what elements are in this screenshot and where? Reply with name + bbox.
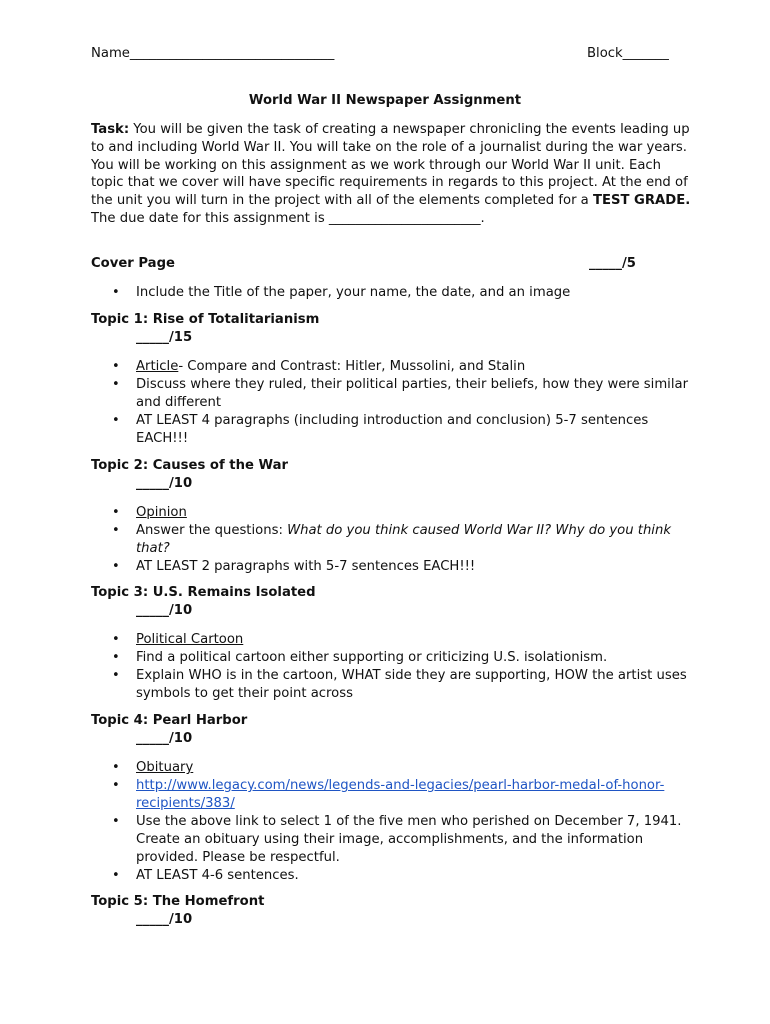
topic1-list [91,358,691,448]
bullet-icon: • [112,650,120,665]
list-item [91,558,691,576]
bullet-icon: • [112,760,120,775]
list-item [91,504,691,522]
block-field-line: Block_______ [587,46,669,61]
topic1-heading: Topic 1: Rise of Totalitarianism [91,312,320,327]
topic4-obituary-label: Obituary [136,760,194,775]
task-text-2: The due date for this assignment is _______________________. [91,210,485,226]
bullet-icon: • [112,559,120,574]
legacy-link[interactable]: http://www.legacy.com/news/legends-and-legacies/pearl-harbor-medal-of-honor-recipients/383/ [136,778,665,811]
topic2-questions: What do you think caused World War II? Why do you think that? [136,523,671,556]
bullet-icon: • [112,523,120,538]
list-item [91,522,691,558]
topic4-item-3: Use the above link to select 1 of the five men who perished on December 7, 1941. Create an obituary using their image, accomplishments, and the information provided. Please be respectful. [136,814,682,865]
task-test-grade: TEST GRADE. [592,193,691,209]
topic3-score: _____/10 [136,603,193,618]
task-label: Task: [91,122,130,137]
topic1-item-2: Discuss where they ruled, their political parties, their beliefs, how they were similar and different [136,377,688,410]
list-item [91,631,691,649]
list-item [91,412,691,448]
cover-page-list [91,284,691,302]
task-paragraph [91,121,691,228]
task-text-1: You will be given the task of creating a newspaper chronicling the events leading up to and including World War II. You will take on the role of a journalist during the war years. You will be working on this assignment as we work through our World War II unit. Each topic that we cover will have specific requirements in regards to this project. At the end of the unit you will turn in the project with all of the elements completed for a [91,122,690,209]
name-field-line: Name_______________________________ [91,46,335,61]
list-item [91,777,691,813]
cover-item-text: Include the Title of the paper, your name, the date, and an image [136,285,571,300]
topic2-opinion-label: Opinion [136,505,187,520]
bullet-icon: • [112,359,120,374]
topic4-score: _____/10 [136,731,193,746]
topic1-article-label: Article [136,359,179,374]
list-item [91,759,691,777]
topic2-item-2: Answer the questions: [136,523,288,538]
bullet-icon: • [112,778,120,793]
topic3-list [91,631,691,703]
bullet-icon: • [112,632,120,647]
bullet-icon: • [112,505,120,520]
topic3-cartoon-label: Political Cartoon [136,632,244,647]
topic3-item-3: Explain WHO is in the cartoon, WHAT side they are supporting, HOW the artist uses symbols to get their point across [136,668,687,701]
cover-page-score: _____/5 [589,256,636,271]
topic4-list [91,759,691,885]
bullet-icon: • [112,377,120,392]
page-title: World War II Newspaper Assignment [248,93,522,108]
topic4-heading: Topic 4: Pearl Harbor [91,713,248,728]
list-item [91,667,691,703]
bullet-icon: • [112,413,120,428]
topic2-heading: Topic 2: Causes of the War [91,458,289,473]
topic5-heading: Topic 5: The Homefront [91,894,265,909]
list-item [91,358,691,376]
topic1-item-1: - Compare and Contrast: Hitler, Mussolini, and Stalin [178,359,526,374]
topic4-item-4: AT LEAST 4-6 sentences. [136,868,299,883]
list-item [91,376,691,412]
bullet-icon: • [112,868,120,883]
list-item [91,649,691,667]
bullet-icon: • [112,814,120,829]
cover-page-heading: Cover Page [91,256,175,271]
list-item [91,867,691,885]
list-item [91,284,691,302]
topic5-score: _____/10 [136,912,193,927]
topic1-item-3: AT LEAST 4 paragraphs (including introduction and conclusion) 5-7 sentences EACH!!! [136,413,649,446]
topic1-score: _____/15 [136,330,193,345]
topic2-score: _____/10 [136,476,193,491]
bullet-icon: • [112,668,120,683]
topic3-item-2: Find a political cartoon either supporting or criticizing U.S. isolationism. [136,650,608,665]
topic2-list [91,504,691,576]
bullet-icon: • [112,285,120,300]
topic2-item-3: AT LEAST 2 paragraphs with 5-7 sentences EACH!!! [136,559,476,574]
topic3-heading: Topic 3: U.S. Remains Isolated [91,585,316,600]
list-item [91,813,691,867]
